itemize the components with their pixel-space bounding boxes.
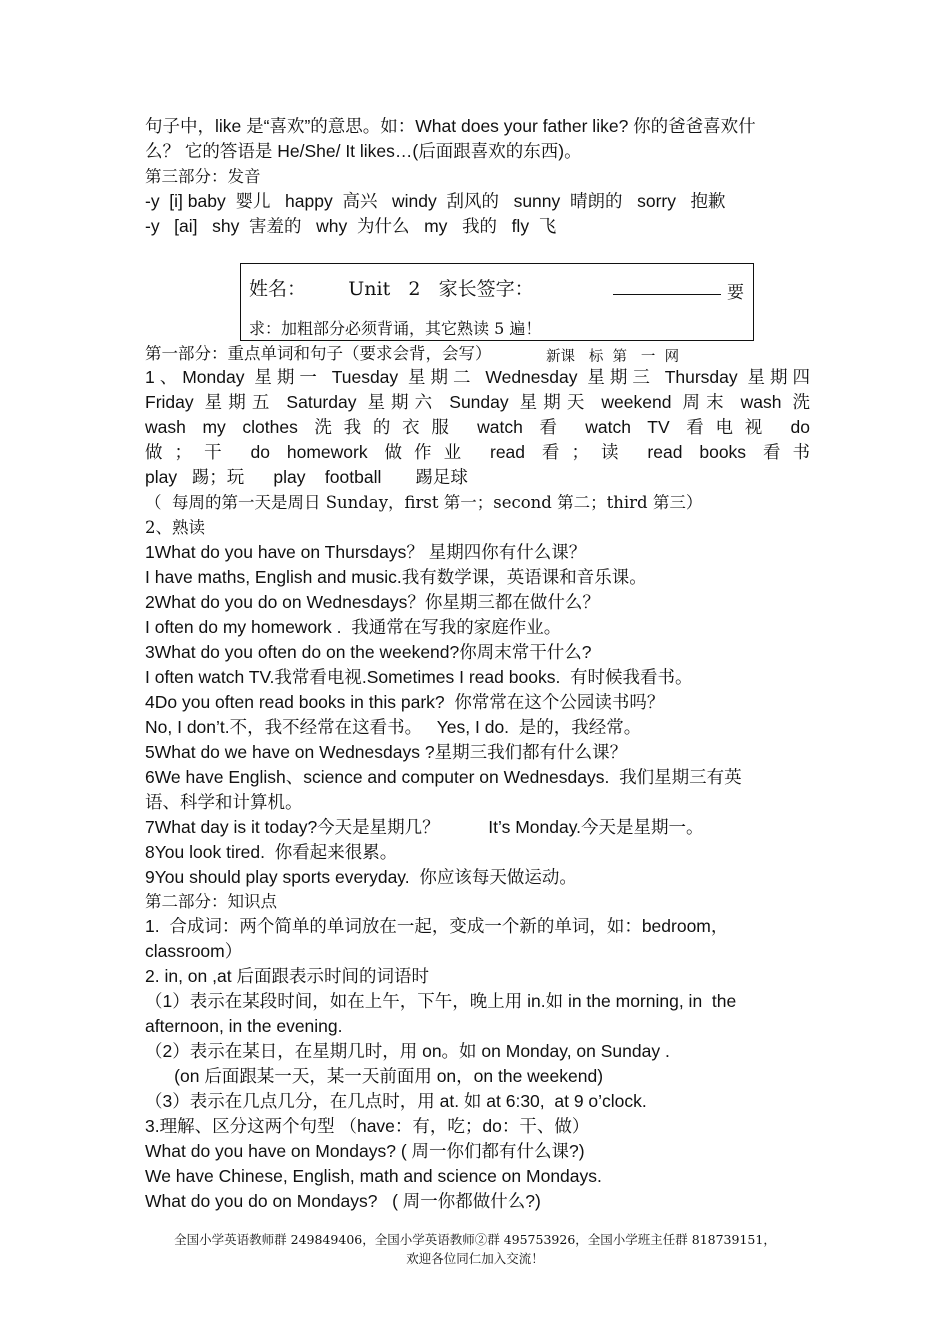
- sentence-line: I often do my homework . 我通常在写我的家庭作业。: [145, 617, 562, 637]
- sentence-line: 4Do you often read books in this park? 你常常在这个公园读书吗？: [145, 692, 665, 712]
- knowledge-line: classroom）: [145, 941, 243, 961]
- sentence-line: 9You should play sports everyday. 你应该每天做运动。: [145, 867, 577, 887]
- sentence-line: 7What day is it today?今天是星期几？ It’s Monday.今天是星期一。: [145, 817, 704, 837]
- intro-line-2: 么？ 它的答语是 He/She/ It likes…(后面跟喜欢的东西)。: [145, 141, 582, 161]
- sentence-line: I have maths, English and music.我有数学课，英语课和音乐课。: [145, 567, 647, 587]
- name-signature-box: [240, 263, 754, 341]
- sentence-line: 语、科学和计算机。: [145, 792, 303, 812]
- sentence-line: 6We have English、science and computer on Wednesdays. 我们星期三有英: [145, 767, 742, 787]
- parent-sign-label: 家长签字：: [438, 278, 534, 300]
- knowledge-line: 3.理解、区分这两个句型 （have：有，吃；do：干、做）: [145, 1116, 590, 1136]
- pronunciation-title: 第三部分：发音: [145, 167, 261, 186]
- vocab-line-1: 1、Monday 星期一 Tuesday 星期二 Wednesday 星期三 Thursday 星期四: [145, 367, 810, 387]
- week-note: （ 每周的第一天是周日 Sunday，first 第一；second 第二；third 第三）: [145, 493, 703, 512]
- sentence-line: 8You look tired. 你看起来很累。: [145, 842, 398, 862]
- knowledge-line: （1）表示在某段时间，如在上午，下午，晚上用 in.如 in the morning, in the: [145, 991, 737, 1011]
- knowledge-line: 2. in, on ,at 后面跟表示时间的词语时: [145, 966, 429, 986]
- watermark-text: 新课 标 第 一 网: [546, 349, 680, 365]
- part1-title: 第一部分：重点单词和句子（要求会背，会写）: [145, 344, 492, 363]
- footer-line-1: 全国小学英语教师群 249849406，全国小学英语教师②群 495753926，全国小学班主任群 818739151，: [174, 1232, 776, 1247]
- knowledge-line: What do you have on Mondays? ( 周一你们都有什么课?): [145, 1141, 585, 1161]
- knowledge-line: （3）表示在几点几分，在几点时，用 at. 如 at 6:30, at 9 o’clock.: [145, 1091, 647, 1111]
- pronunciation-line-1: -y [i] baby 婴儿 happy 高兴 windy 刮风的 sunny 晴朗的 sorry 抱歉: [145, 191, 726, 211]
- knowledge-line: （2）表示在某日，在星期几时，用 on。如 on Monday, on Sunday .: [145, 1041, 670, 1061]
- pronunciation-line-2: -y [ai] shy 害羞的 why 为什么 my 我的 fly 飞: [145, 216, 557, 236]
- requirement-prefix: 要: [727, 283, 744, 303]
- sentence-line: 1What do you have on Thursdays？ 星期四你有什么课？: [145, 542, 587, 562]
- vocab-line-4: 做；干 do homework 做作业 read 看；读 read books 看书: [145, 442, 810, 462]
- sentence-line: 2What do you do on Wednesdays？你星期三都在做什么？: [145, 592, 600, 612]
- knowledge-line: What do you do on Mondays? ( 周一你都做什么?): [145, 1191, 541, 1211]
- knowledge-line: (on 后面跟某一天，某一天前面用 on，on the weekend): [145, 1066, 604, 1086]
- sentence-line: 3What do you often do on the weekend?你周末常干什么?: [145, 642, 592, 662]
- unit-label: Unit 2: [348, 278, 421, 300]
- signature-line: [613, 294, 721, 295]
- vocab-line-2: Friday 星期五 Saturday 星期六 Sunday 星期天 weekend 周末 wash 洗: [145, 392, 810, 412]
- intro-line-1: 句子中，like 是“喜欢”的意思。如：What does your father like? 你的爸爸喜欢什: [145, 116, 756, 136]
- knowledge-line: We have Chinese, English, math and science on Mondays.: [145, 1166, 602, 1186]
- part2-title: 第二部分：知识点: [145, 892, 277, 911]
- vocab-line-5: play 踢；玩 play football 踢足球: [145, 467, 468, 487]
- footer-line-2: 欢迎各位同仁加入交流！: [406, 1251, 544, 1266]
- requirement-text: 求：加粗部分必须背诵，其它熟读 5 遍！: [249, 319, 542, 338]
- sentence-line: No, I don’t.不，我不经常在这看书。 Yes, I do. 是的，我经常。: [145, 717, 642, 737]
- read-title: 2、熟读: [145, 518, 205, 537]
- name-label: 姓名：: [249, 278, 307, 300]
- vocab-line-3: wash my clothes 洗我的衣服 watch 看 watch TV 看电视 do: [145, 417, 810, 437]
- sentence-line: 5What do we have on Wednesdays ?星期三我们都有什么课？: [145, 742, 628, 762]
- knowledge-line: afternoon, in the evening.: [145, 1016, 343, 1036]
- knowledge-line: 1. 合成词：两个简单的单词放在一起，变成一个新的单词，如：bedroom，: [145, 916, 729, 936]
- sentence-line: I often watch TV.我常看电视.Sometimes I read books. 有时候我看书。: [145, 667, 693, 687]
